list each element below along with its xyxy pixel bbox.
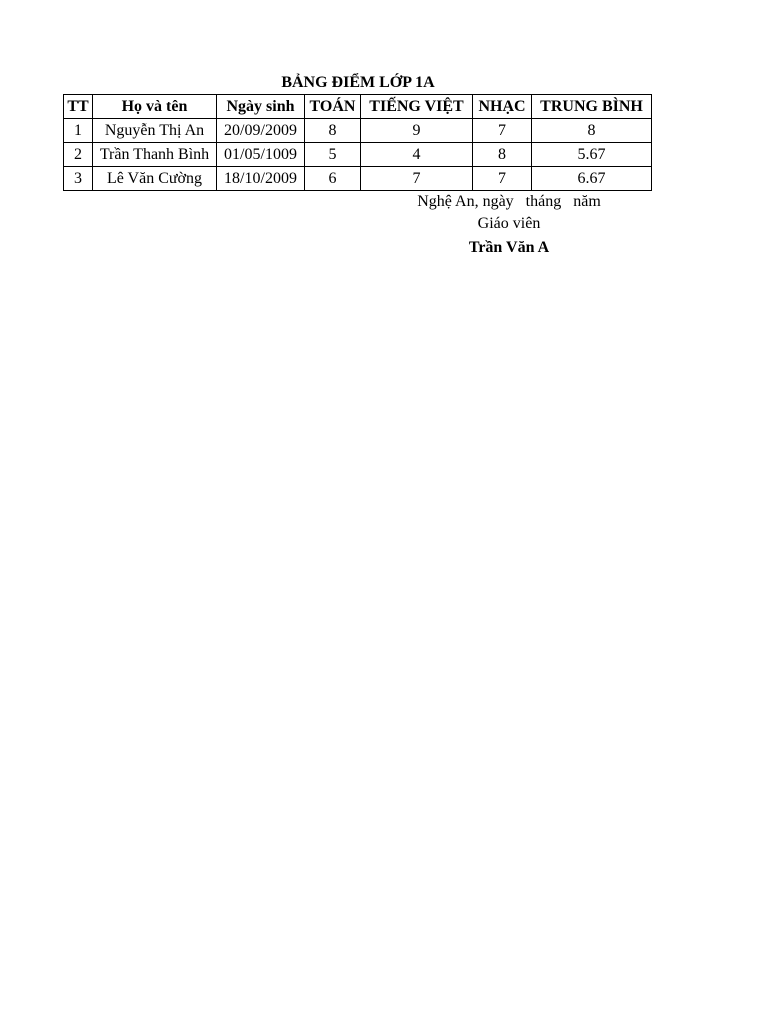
header-tt: TT — [64, 95, 93, 119]
cell-tt: 1 — [64, 119, 93, 143]
header-toan: TOÁN — [305, 95, 361, 119]
table-row — [64, 119, 652, 143]
cell-trung-binh: 6.67 — [532, 167, 652, 191]
cell-name: Nguyễn Thị An — [93, 119, 217, 143]
cell-name: Lê Văn Cường — [93, 167, 217, 191]
table-row — [64, 143, 652, 167]
signature-name: Trần Văn A — [468, 239, 550, 256]
score-table — [63, 94, 652, 191]
table-row — [64, 167, 652, 191]
cell-name: Trần Thanh Bình — [93, 143, 217, 167]
cell-trung-binh: 5.67 — [532, 143, 652, 167]
cell-nhac: 7 — [473, 119, 532, 143]
cell-tieng-viet: 4 — [361, 143, 473, 167]
signature-place-date: Nghệ An, ngày tháng năm — [417, 193, 601, 210]
header-name: Họ và tên — [93, 95, 217, 119]
cell-trung-binh: 8 — [532, 119, 652, 143]
cell-tt: 3 — [64, 167, 93, 191]
cell-nhac: 7 — [473, 167, 532, 191]
header-trung-binh: TRUNG BÌNH — [532, 95, 652, 119]
cell-tieng-viet: 9 — [361, 119, 473, 143]
table-title: BẢNG ĐIỂM LỚP 1A — [281, 74, 435, 91]
cell-toan: 6 — [305, 167, 361, 191]
cell-dob: 20/09/2009 — [217, 119, 305, 143]
table-header-row — [64, 95, 652, 119]
cell-dob: 01/05/1009 — [217, 143, 305, 167]
cell-tieng-viet: 7 — [361, 167, 473, 191]
cell-nhac: 8 — [473, 143, 532, 167]
cell-tt: 2 — [64, 143, 93, 167]
cell-toan: 5 — [305, 143, 361, 167]
header-nhac: NHẠC — [473, 95, 532, 119]
header-tieng-viet: TIẾNG VIỆT — [361, 95, 473, 119]
signature-role: Giáo viên — [477, 215, 541, 232]
cell-toan: 8 — [305, 119, 361, 143]
header-dob: Ngày sinh — [217, 95, 305, 119]
cell-dob: 18/10/2009 — [217, 167, 305, 191]
